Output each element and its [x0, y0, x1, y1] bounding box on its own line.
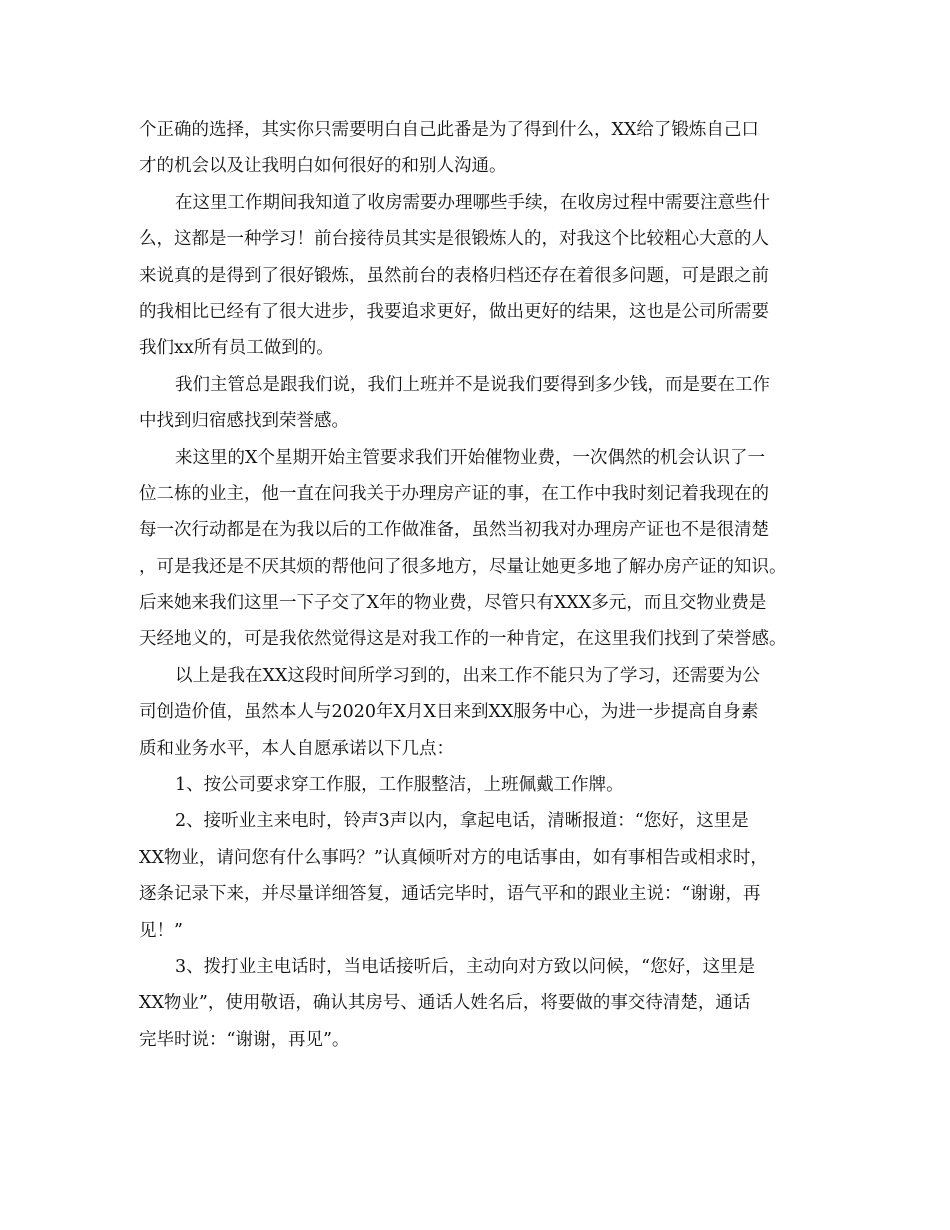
- text-line: 以上是我在XX这段时间所学习到的，出来工作不能只为了学习，还需要为公: [175, 665, 760, 686]
- text-line: 我们xx所有员工做到的。: [139, 338, 334, 359]
- text-line: 个正确的选择，其实你只需要明白自己此番是为了得到什么，XX给了锻炼自己口: [139, 120, 759, 140]
- text-line: 逐条记录下来，并尽量详细答复，通话完毕时，语气平和的跟业主说：“谢谢，再: [139, 884, 761, 905]
- text-line: 3、拨打业主电话时，当电话接听后，主动向对方致以问候，“您好，这里是: [175, 956, 756, 977]
- text-line: 才的机会以及让我明白如何很好的和别人沟通。: [139, 156, 507, 177]
- text-line: 每一次行动都是在为我以后的工作做准备，虽然当初我对办理房产证也不是很清楚: [139, 520, 769, 541]
- text-line: 来这里的X个星期开始主管要求我们开始催物业费，一次偶然的机会认识了一: [175, 447, 765, 468]
- text-line: 来说真的是得到了很好锻炼，虽然前台的表格归档还存在着很多问题，可是跟之前: [139, 265, 769, 286]
- text-line: XX物业，请问您有什么事吗？”认真倾听对方的电话事由，如有事相告或相求时，: [139, 847, 768, 868]
- text-line: XX物业”，使用敬语，确认其房号、通话人姓名后，将要做的事交待清楚，通话: [139, 993, 751, 1014]
- text-line: 见！”: [139, 920, 183, 941]
- text-line: 在这里工作期间我知道了收房需要办理哪些手续，在收房过程中需要注意些什: [175, 192, 770, 213]
- text-line: 位二栋的业主，他一直在问我关于办理房产证的事，在工作中我时刻记着我现在的: [139, 483, 769, 504]
- text-line: 后来她来我们这里一下子交了X年的物业费，尽管只有XXX多元，而且交物业费是: [139, 593, 767, 614]
- text-line: 司创造价值，虽然本人与2020年X月X日来到XX服务中心，为进一步提高自身素: [139, 702, 759, 723]
- text-line: 中找到归宿感找到荣誉感。: [139, 411, 349, 432]
- text-line: 1、按公司要求穿工作服，工作服整洁，上班佩戴工作牌。: [175, 775, 624, 796]
- text-line: 天经地义的，可是我依然觉得这是对我工作的一种肯定，在这里我们找到了荣誉感。: [139, 629, 787, 650]
- text-line: 2、接听业主来电时，铃声3声以内，拿起电话，清晰报道：“您好，这里是: [175, 811, 749, 832]
- text-line: 完毕时说：“谢谢，再见”。: [139, 1029, 350, 1050]
- document-body: [139, 112, 819, 1058]
- text-line: 的我相比已经有了很大进步，我要追求更好，做出更好的结果，这也是公司所需要: [139, 301, 769, 322]
- text-line: ，可是我还是不厌其烦的帮他问了很多地方，尽量让她更多地了解办房产证的知识。: [139, 556, 787, 577]
- text-line: 么，这都是一种学习！前台接待员其实是很锻炼人的，对我这个比较粗心大意的人: [139, 229, 769, 250]
- text-line: 质和业务水平，本人自愿承诺以下几点：: [139, 738, 454, 759]
- text-line: 我们主管总是跟我们说，我们上班并不是说我们要得到多少钱，而是要在工作: [175, 374, 770, 395]
